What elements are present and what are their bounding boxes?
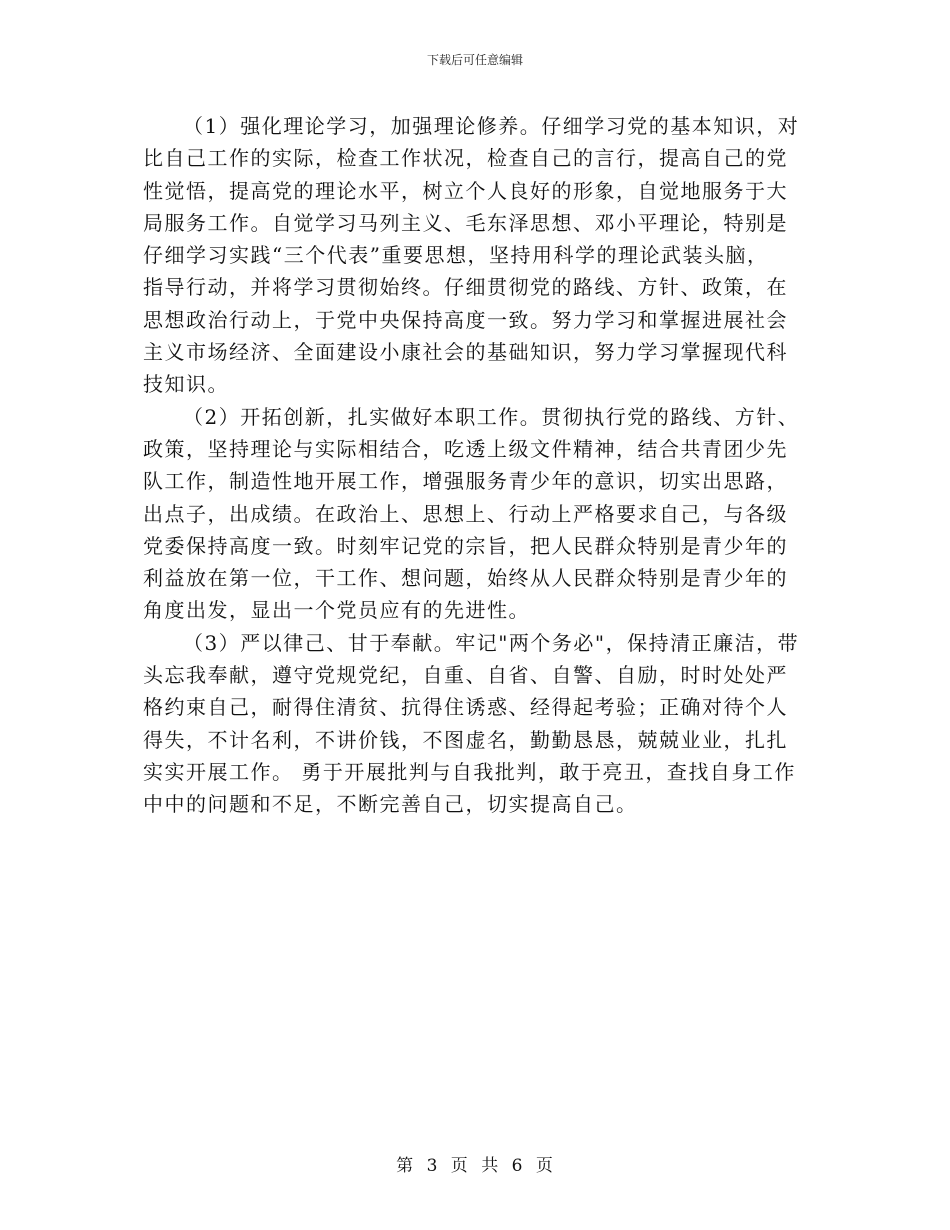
document-body [143, 110, 807, 821]
footer-page-label: 第 [396, 1156, 415, 1176]
paragraph-line: 思想政治行动上，于党中央保持高度一致。努力学习和掌握进展社会 [143, 307, 788, 332]
paragraph-line: 比自己工作的实际，检查工作状况，检查自己的言行，提高自己的党 [143, 146, 788, 171]
paragraph-line: （3）严以律己、甘于奉献。牢记"两个务必"，保持清正廉洁，带 [183, 630, 800, 655]
paragraph-line: 格约束自己，耐得住清贫、抗得住诱惑、经得起考验；正确对待个人 [143, 695, 788, 720]
paragraph-line: 仔细学习实践“三个代表”重要思想，坚持用科学的理论武装头脑， [143, 243, 769, 268]
paragraph-line: 角度出发，显出一个党员应有的先进性。 [143, 598, 530, 623]
paragraph-line: 局服务工作。自觉学习马列主义、毛东泽思想、邓小平理论，特别是 [143, 210, 788, 235]
paragraph-line: （1）强化理论学习，加强理论修养。仔细学习党的基本知识，对 [183, 114, 800, 138]
paragraph-line: 得失，不计名利，不讲价钱，不图虚名，勤勤恳恳，兢兢业业，扎扎 [143, 727, 788, 752]
paragraph-line: 技知识。 [143, 372, 229, 397]
footer-ye-label-2: 页 [535, 1156, 554, 1176]
footer-ye-label: 页 [450, 1156, 469, 1176]
page-header-note: 下载后可任意编辑 [426, 53, 523, 67]
paragraph-line: 性觉悟，提高党的理论水平，树立个人良好的形象，自觉地服务于大 [143, 178, 788, 203]
paragraph-1 [143, 110, 807, 401]
footer-total-label: 共 [481, 1156, 500, 1176]
paragraph-line: 利益放在第一位，干工作、想问题，始终从人民群众特别是青少年的 [143, 566, 788, 591]
paragraph-line: 头忘我奉献，遵守党规党纪，自重、自省、自警、自励，时时处处严 [143, 663, 788, 688]
paragraph-line: 中中的问题和不足，不断完善自己，切实提高自己。 [143, 792, 638, 817]
footer-total-pages: 6 [511, 1156, 524, 1176]
paragraph-line: 主义市场经济、全面建设小康社会的基础知识，努力学习掌握现代科 [143, 340, 788, 365]
paragraph-line: 队工作，制造性地开展工作，增强服务青少年的意识，切实出思路， [143, 469, 788, 494]
paragraph-3 [143, 627, 807, 821]
page-footer [0, 1154, 950, 1178]
paragraph-2 [143, 401, 807, 627]
footer-current-page: 3 [426, 1156, 439, 1176]
paragraph-line: 政策，坚持理论与实际相结合，吃透上级文件精神，结合共青团少先 [143, 436, 788, 461]
paragraph-line: 党委保持高度一致。时刻牢记党的宗旨，把人民群众特别是青少年的 [143, 533, 788, 558]
paragraph-line: 出点子，出成绩。在政治上、思想上、行动上严格要求自己，与各级 [143, 501, 788, 526]
paragraph-line: 实实开展工作。 勇于开展批判与自我批判，敢于亮丑，查找自身工作 [143, 759, 796, 784]
paragraph-line: 指导行动，并将学习贯彻始终。仔细贯彻党的路线、方针、政策，在 [143, 275, 788, 300]
paragraph-line: （2）开拓创新，扎实做好本职工作。贯彻执行党的路线、方针、 [183, 404, 800, 429]
